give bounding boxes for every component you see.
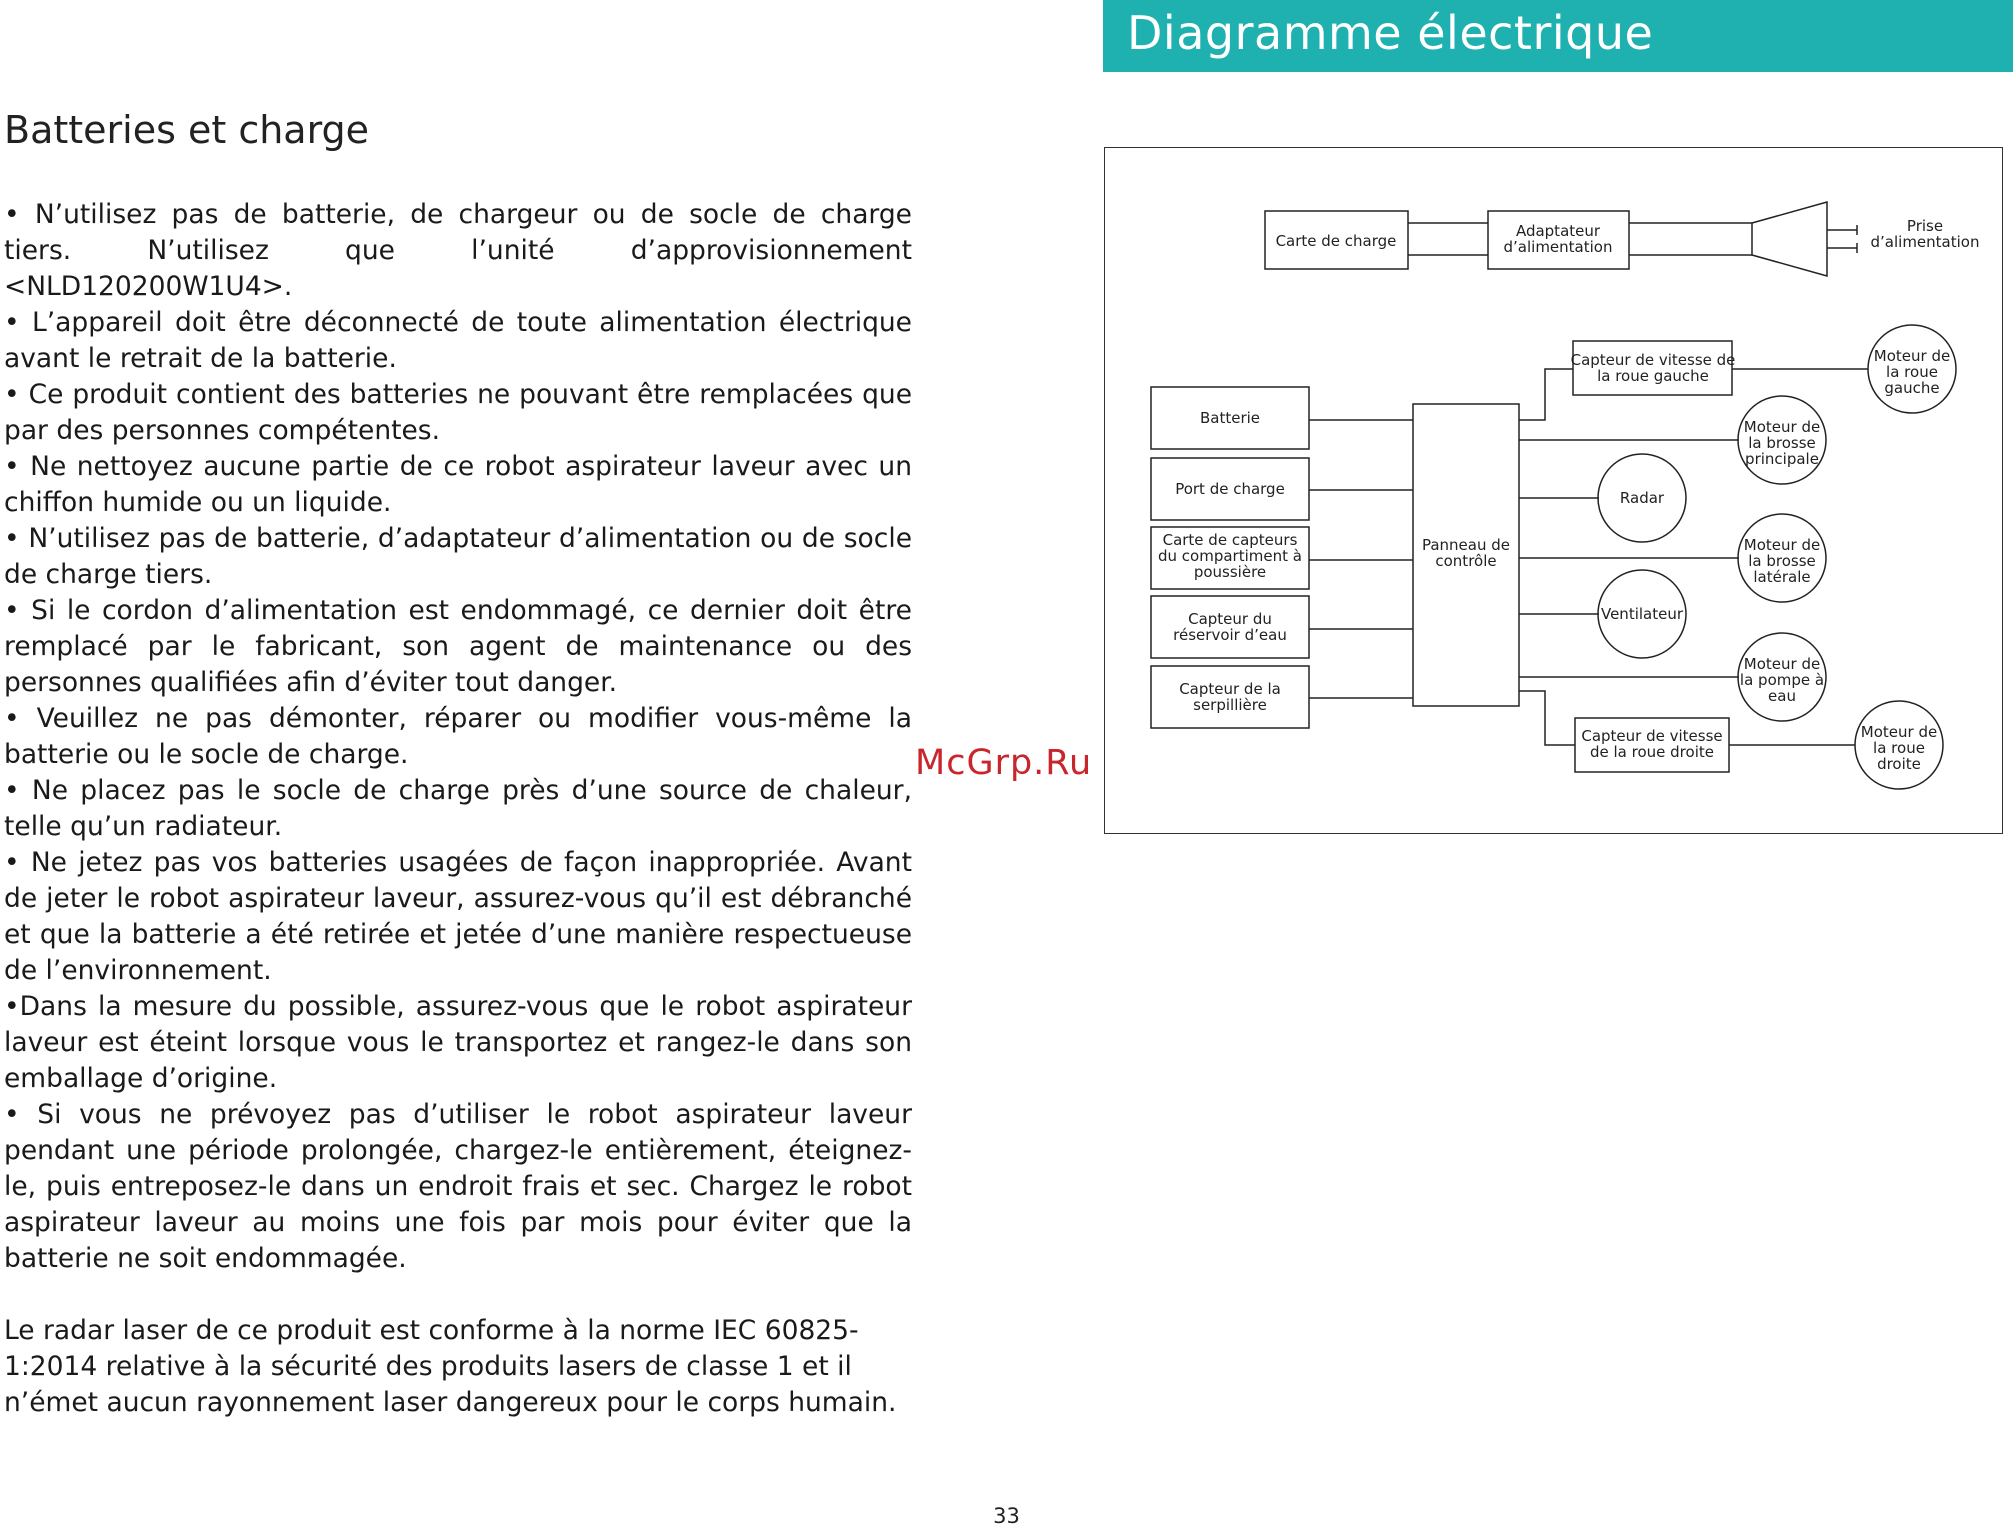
label-moteur-pompe-2: la pompe à [1739,671,1825,689]
label-prise-2: d’alimentation [1870,233,1980,251]
label-capteur-vitesse-gauche-2: la roue gauche [1597,367,1709,385]
label-carte-capteurs-3: poussière [1193,563,1267,581]
label-capteur-reservoir-1: Capteur du [1188,610,1272,628]
label-adaptateur-1: Adaptateur [1515,222,1601,240]
label-capteur-serpilliere-1: Capteur de la [1179,680,1281,698]
instruction-paragraph: •Dans la mesure du possible, assurez-vous que le robot aspirateur laveur est éteint lorsque vous le transportez et rangez-le dans son emballage d’origine. [4,991,912,1094]
section-title: Batteries et charge [4,108,370,152]
label-batterie: Batterie [1199,409,1261,427]
label-adaptateur-2: d’alimentation [1503,238,1613,256]
label-carte-capteurs-1: Carte de capteurs [1162,531,1298,549]
page-number: 33 [993,1504,1020,1528]
label-moteur-brosse-principale-2: la brosse [1748,434,1816,452]
watermark: McGrp.Ru [915,743,1093,783]
instruction-paragraph: • Ne placez pas le socle de charge près d’une source de chaleur, telle qu’un radiateur. [4,775,912,842]
label-carte-de-charge: Carte de charge [1275,232,1397,250]
instruction-paragraph: • Veuillez ne pas démonter, réparer ou modifier vous-même la batterie ou le socle de charge. [4,703,912,770]
instruction-paragraph: • Si vous ne prévoyez pas d’utiliser le robot aspirateur laveur pendant une période prolongée, chargez-le entièrement, éteignez-le, puis entreposez-le dans un endroit frais et sec. Chargez le robot aspirateur laveur au moins une fois par mois pour éviter que la batterie ne soit endommagée. [4,1099,912,1274]
label-moteur-roue-droite-3: droite [1877,755,1921,773]
instruction-paragraph: • N’utilisez pas de batterie, de chargeur ou de socle de charge tiers. N’utilisez que l’unité d’approvisionnement <NLD120200W1U4>. [4,199,912,302]
label-capteur-serpilliere-2: serpillière [1193,696,1267,714]
instruction-paragraph: • N’utilisez pas de batterie, d’adaptateur d’alimentation ou de socle de charge tiers. [4,523,912,590]
label-moteur-roue-gauche-2: la roue [1886,363,1938,381]
label-moteur-brosse-principale-3: principale [1745,450,1819,468]
label-port-de-charge: Port de charge [1175,480,1285,498]
instruction-paragraph: • Si le cordon d’alimentation est endommagé, ce dernier doit être remplacé par le fabricant, son agent de maintenance ou des personnes qualifiées afin d’éviter tout danger. [4,595,912,698]
label-capteur-vitesse-droite-2: de la roue droite [1590,743,1714,761]
label-moteur-pompe-1: Moteur de [1743,655,1821,673]
label-moteur-brosse-laterale-2: la brosse [1748,552,1816,570]
label-carte-capteurs-2: du compartiment à [1158,547,1302,565]
laser-compliance-note: Le radar laser de ce produit est conforme à la norme IEC 60825-1:2014 relative à la sécurité des produits lasers de classe 1 et il n’émet aucun rayonnement laser dangereux pour le corps humain. [4,1315,897,1418]
label-moteur-roue-droite-2: la roue [1873,739,1925,757]
label-moteur-brosse-principale-1: Moteur de [1743,418,1821,436]
label-moteur-pompe-3: eau [1768,687,1796,705]
safety-instructions [4,197,912,1421]
electrical-diagram [1104,147,2003,834]
label-moteur-roue-gauche-3: gauche [1884,379,1940,397]
label-prise-1: Prise [1906,217,1944,235]
page-header-title: Diagramme électrique [1127,6,1654,60]
label-panneau-1: Panneau de [1421,536,1511,554]
instruction-paragraph: • Ne jetez pas vos batteries usagées de façon inappropriée. Avant de jeter le robot aspirateur laveur, assurez-vous qu’il est débranché et que la batterie a été retirée et jetée d’une manière respectueuse de l’environnement. [4,847,912,986]
instruction-paragraph: • Ne nettoyez aucune partie de ce robot aspirateur laveur avec un chiffon humide ou un liquide. [4,451,912,518]
label-capteur-vitesse-gauche-1: Capteur de vitesse de [1570,351,1736,369]
label-capteur-vitesse-droite-1: Capteur de vitesse [1581,727,1723,745]
diagram-canvas [1105,148,2004,835]
label-moteur-roue-droite-1: Moteur de [1860,723,1938,741]
instruction-paragraph: • Ce produit contient des batteries ne pouvant être remplacées que par des personnes compétentes. [4,379,912,446]
label-moteur-brosse-laterale-3: latérale [1753,568,1811,586]
label-capteur-reservoir-2: réservoir d’eau [1173,626,1287,644]
header-band [1103,0,2013,72]
label-radar: Radar [1619,489,1665,507]
instruction-paragraph: • L’appareil doit être déconnecté de toute alimentation électrique avant le retrait de la batterie. [4,307,912,374]
label-moteur-brosse-laterale-1: Moteur de [1743,536,1821,554]
label-panneau-2: contrôle [1435,552,1497,570]
plug-shape [1752,202,1827,276]
label-moteur-roue-gauche-1: Moteur de [1873,347,1951,365]
label-ventilateur: Ventilateur [1600,605,1684,623]
